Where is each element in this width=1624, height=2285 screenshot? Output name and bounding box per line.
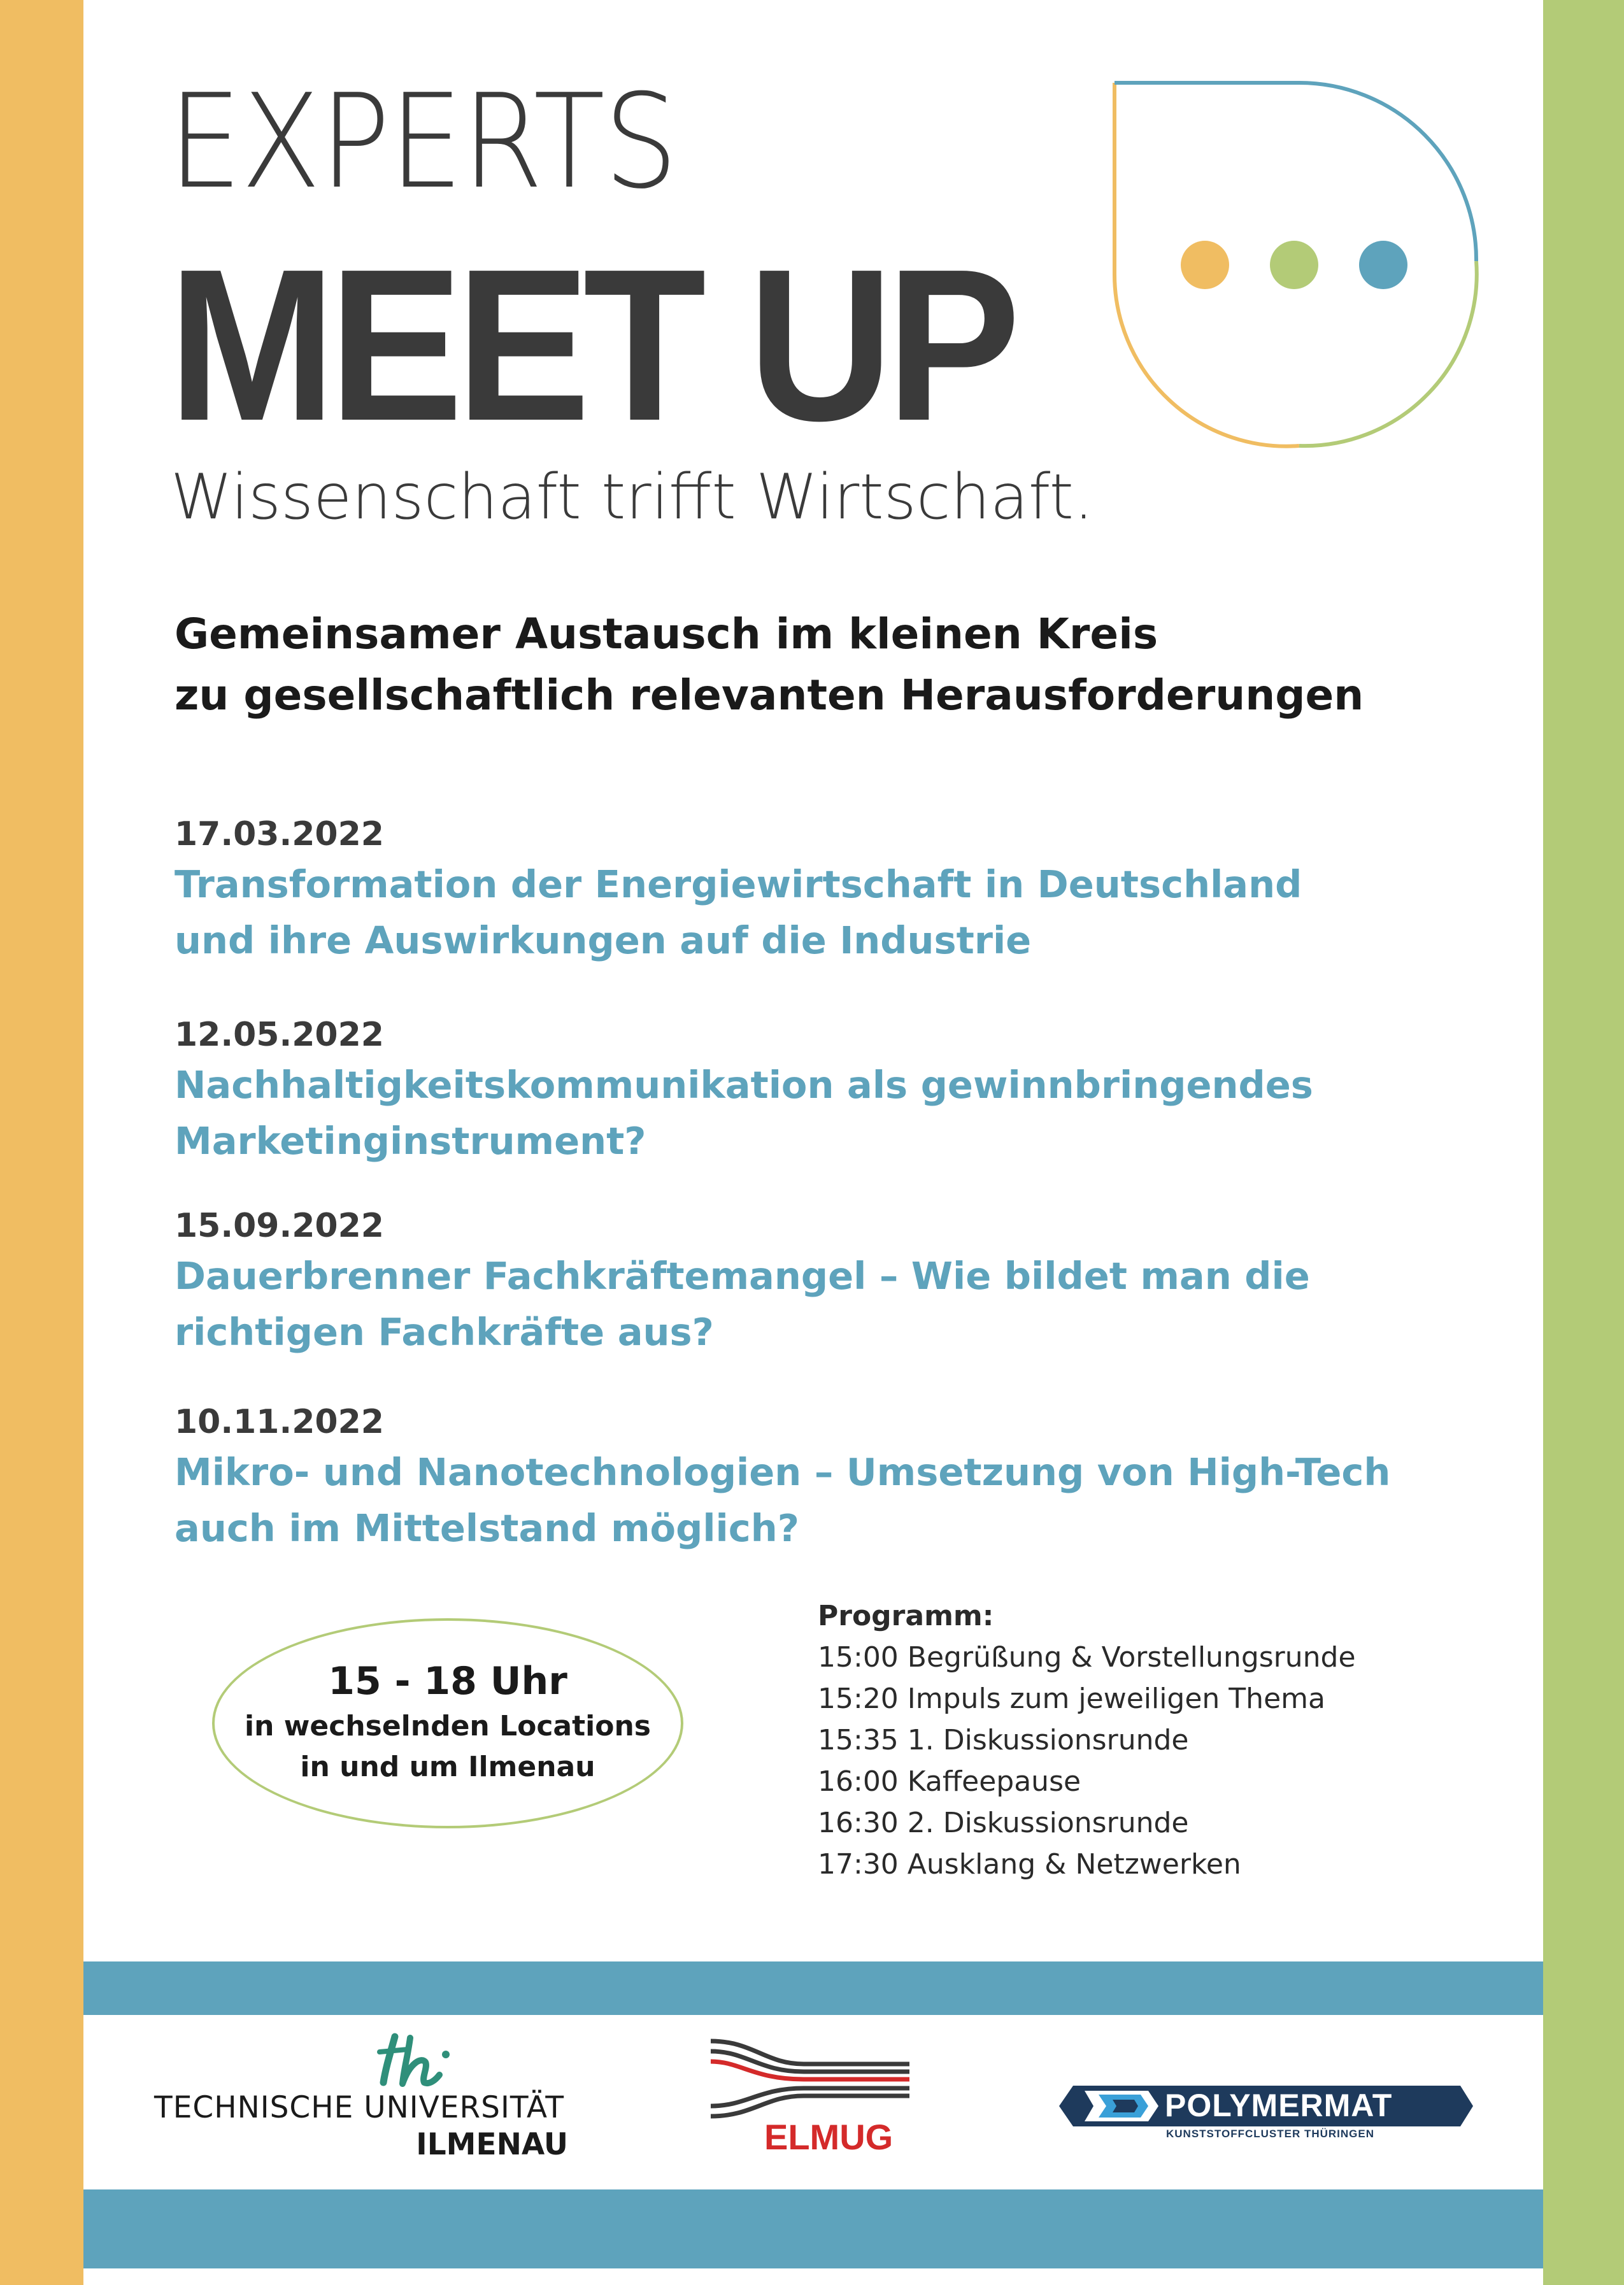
dot-blue [1359, 241, 1407, 289]
programm-item: 17:30 Ausklang & Netzwerken [818, 1848, 1241, 1881]
tagline: Wissenschaft trifft Wirtschaft. [171, 461, 1094, 534]
event-title [175, 1057, 1525, 1169]
polymermat-wordmark: POLYMERMAT [1165, 2088, 1393, 2123]
elmug-logo [708, 2036, 912, 2157]
event-title-line: und ihre Auswirkungen auf die Industrie [175, 918, 1032, 962]
intro-line: Gemeinsamer Austausch im kleinen Kreis [175, 609, 1158, 658]
elmug-wordmark: ELMUG [764, 2117, 894, 2157]
intro-line: zu gesellschaftlich relevanten Herausforderungen [175, 671, 1364, 720]
event-item [175, 1400, 1525, 1556]
event-time: 15 - 18 Uhr [328, 1659, 567, 1704]
elmug-lines-icon [708, 2036, 912, 2119]
footer-band-bottom [83, 2189, 1543, 2268]
tu-name-line1: TECHNISCHE UNIVERSITÄT [154, 2090, 565, 2125]
location-line: in und um Ilmenau [300, 1751, 595, 1783]
title-meet-up: MEET UP [168, 224, 1014, 466]
event-date: 17.03.2022 [175, 815, 384, 853]
event-title-line: Mikro- und Nanotechnologien – Umsetzung von High-Tech [175, 1450, 1391, 1494]
event-title-line: Dauerbrenner Fachkräftemangel – Wie bildet man die [175, 1254, 1310, 1298]
footer-band-top [83, 1961, 1543, 2015]
programm-item: 15:20 Impuls zum jeweiligen Thema [818, 1683, 1325, 1715]
right-color-bar [1543, 0, 1624, 2285]
event-title-line: richtigen Fachkräfte aus? [175, 1310, 714, 1354]
event-title [175, 1444, 1525, 1556]
speech-bubble-icon [1095, 70, 1490, 459]
event-title-line: Nachhaltigkeitskommunikation als gewinnbringendes [175, 1063, 1313, 1107]
event-title-line: Transformation der Energiewirtschaft in Deutschland [175, 862, 1302, 906]
event-item [175, 812, 1525, 969]
programm-heading: Programm: [818, 1600, 994, 1632]
polymermat-subtitle: KUNSTSTOFFCLUSTER THÜRINGEN [1166, 2128, 1375, 2140]
event-date: 12.05.2022 [175, 1016, 384, 1054]
event-title-line: auch im Mittelstand möglich? [175, 1506, 799, 1550]
title-experts: EXPERTS [168, 67, 677, 218]
time-location-oval [212, 1618, 683, 1828]
polymermat-logo [1059, 2086, 1473, 2149]
event-date: 15.09.2022 [175, 1207, 384, 1245]
programm-item: 15:35 1. Diskussionsrunde [818, 1724, 1189, 1756]
event-title [175, 1248, 1525, 1360]
event-title [175, 857, 1525, 969]
programm-item: 16:00 Kaffeepause [818, 1765, 1081, 1798]
tu-ilmenau-mark-icon [377, 2032, 453, 2089]
programm-item: 15:00 Begrüßung & Vorstellungsrunde [818, 1641, 1356, 1674]
tu-name-line2: ILMENAU [416, 2127, 568, 2162]
event-item [175, 1204, 1525, 1360]
intro-text [175, 604, 1512, 726]
dot-orange [1181, 241, 1229, 289]
tu-ilmenau-logo [154, 2032, 568, 2162]
event-item [175, 1013, 1525, 1169]
dot-green [1270, 241, 1318, 289]
programm-list [818, 1595, 1531, 1885]
location-line: in wechselnden Locations [245, 1710, 651, 1742]
event-title-line: Marketinginstrument? [175, 1119, 646, 1163]
programm-item: 16:30 2. Diskussionsrunde [818, 1807, 1189, 1839]
event-date: 10.11.2022 [175, 1403, 384, 1441]
left-color-bar [0, 0, 83, 2285]
